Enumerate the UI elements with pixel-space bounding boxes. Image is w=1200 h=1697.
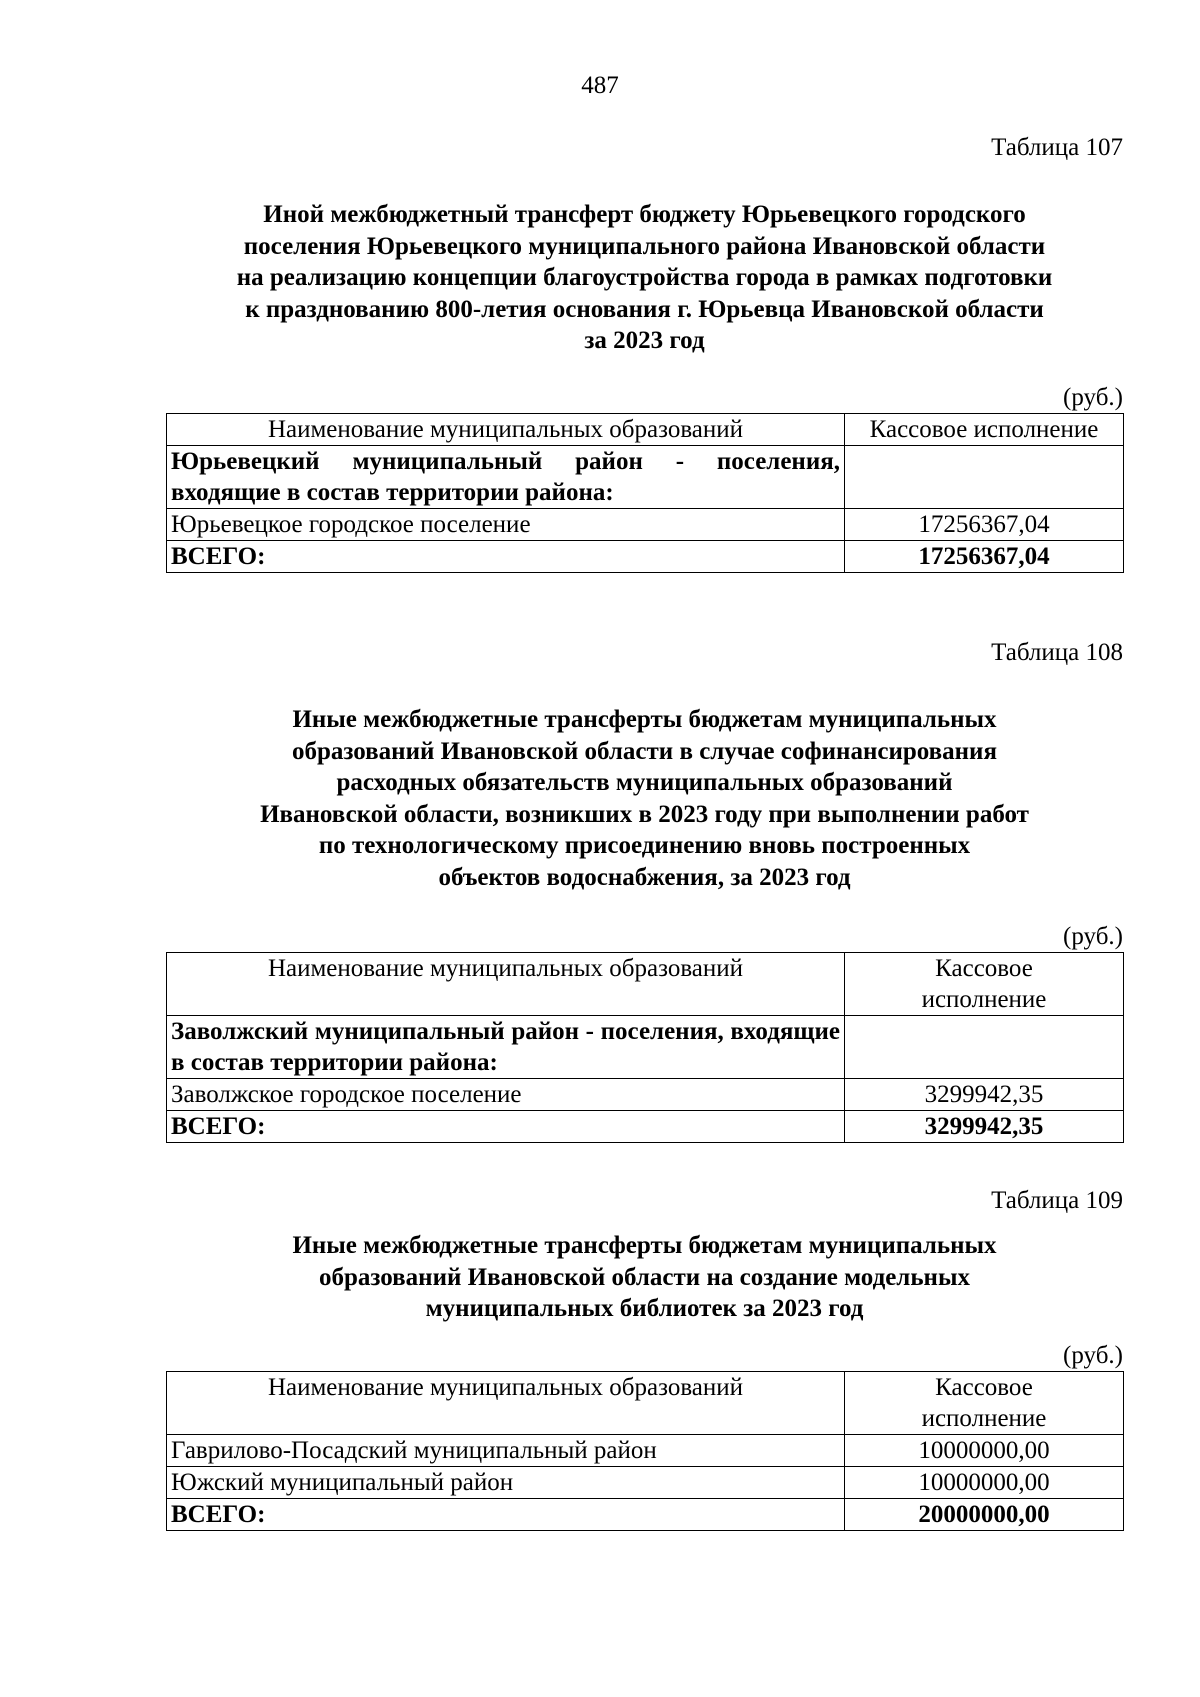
table-heading — [166, 199, 1123, 357]
total-row — [167, 1498, 1124, 1530]
row-value: 17256367,04 — [845, 508, 1124, 540]
table-heading — [166, 704, 1123, 893]
heading-line: к празднованию 800-летия основания г. Юрьевца Ивановской области — [245, 295, 1044, 323]
column-header-name: Наименование муниципальных образований — [167, 953, 845, 1016]
heading-line: Иные межбюджетные трансферты бюджетам муниципальных — [292, 706, 997, 733]
row-name: Гаврилово-Посадский муниципальный район — [167, 1434, 845, 1466]
table-header-row — [167, 1371, 1124, 1434]
column-header-name: Наименование муниципальных образований — [167, 413, 845, 445]
unit-label: (руб.) — [1063, 923, 1123, 950]
total-value: 3299942,35 — [845, 1111, 1124, 1143]
total-value: 20000000,00 — [845, 1498, 1124, 1530]
table-107-section — [166, 133, 1123, 573]
table-header-row — [167, 413, 1124, 445]
total-label: ВСЕГО: — [167, 1111, 845, 1143]
total-label: ВСЕГО: — [167, 1498, 845, 1530]
data-table — [166, 413, 1124, 573]
heading-line: за 2023 год — [584, 327, 705, 354]
page-number: 487 — [581, 72, 619, 99]
group-value-empty — [845, 445, 1124, 508]
heading-line: Ивановской области, возникших в 2023 году при выполнении работ — [260, 800, 1029, 828]
total-value: 17256367,04 — [845, 540, 1124, 572]
row-name: Заволжское городское поселение — [167, 1079, 845, 1111]
table-heading — [166, 1230, 1123, 1325]
heading-line: объектов водоснабжения, за 2023 год — [438, 863, 851, 891]
heading-line: по технологическому присоединению вновь построенных — [318, 832, 971, 859]
table-header-row — [167, 953, 1124, 1016]
heading-line: расходных обязательств муниципальных образований — [336, 769, 953, 796]
total-row — [167, 540, 1124, 572]
table-label: Таблица 107 — [991, 134, 1123, 161]
total-row — [167, 1111, 1124, 1143]
column-header-value: Кассовое исполнение — [845, 953, 1124, 1016]
unit-label: (руб.) — [1063, 383, 1123, 411]
row-name: Южский муниципальный район — [167, 1466, 845, 1498]
unit-label: (руб.) — [1063, 1341, 1123, 1369]
table-label: Таблица 108 — [991, 639, 1123, 666]
heading-line: Иные межбюджетные трансферты бюджетам муниципальных — [292, 1232, 997, 1259]
heading-line: на реализацию концепции благоустройства города в рамках подготовки — [236, 264, 1053, 291]
group-row — [167, 1016, 1124, 1079]
column-header-value: Кассовое исполнение — [845, 413, 1124, 445]
data-table — [166, 1371, 1124, 1531]
table-row — [167, 508, 1124, 540]
group-title: Юрьевецкий муниципальный район - поселения, входящие в состав территории района: — [167, 445, 845, 508]
heading-line: Иной межбюджетный трансферт бюджету Юрьевецкого городского — [263, 201, 1026, 228]
row-value: 3299942,35 — [845, 1079, 1124, 1111]
total-label: ВСЕГО: — [167, 540, 845, 572]
table-row — [167, 1466, 1124, 1498]
group-title: Заволжский муниципальный район - поселения, входящие в состав территории района: — [167, 1016, 845, 1079]
column-header-value: Кассовое исполнение — [845, 1371, 1124, 1434]
column-header-name: Наименование муниципальных образований — [167, 1371, 845, 1434]
table-label: Таблица 109 — [991, 1187, 1123, 1214]
heading-line: муниципальных библиотек за 2023 год — [425, 1295, 864, 1322]
table-row — [167, 1434, 1124, 1466]
table-row — [167, 1079, 1124, 1111]
heading-line: поселения Юрьевецкого муниципального района Ивановской области — [243, 232, 1046, 260]
row-value: 10000000,00 — [845, 1466, 1124, 1498]
row-name: Юрьевецкое городское поселение — [167, 508, 845, 540]
heading-line: образований Ивановской области в случае софинансирования — [292, 737, 997, 765]
group-row — [167, 445, 1124, 508]
table-108-section — [166, 638, 1123, 1143]
group-value-empty — [845, 1016, 1124, 1079]
table-109-section — [166, 1186, 1123, 1531]
row-value: 10000000,00 — [845, 1434, 1124, 1466]
heading-line: образований Ивановской области на создание модельных — [319, 1263, 970, 1291]
data-table — [166, 952, 1124, 1143]
